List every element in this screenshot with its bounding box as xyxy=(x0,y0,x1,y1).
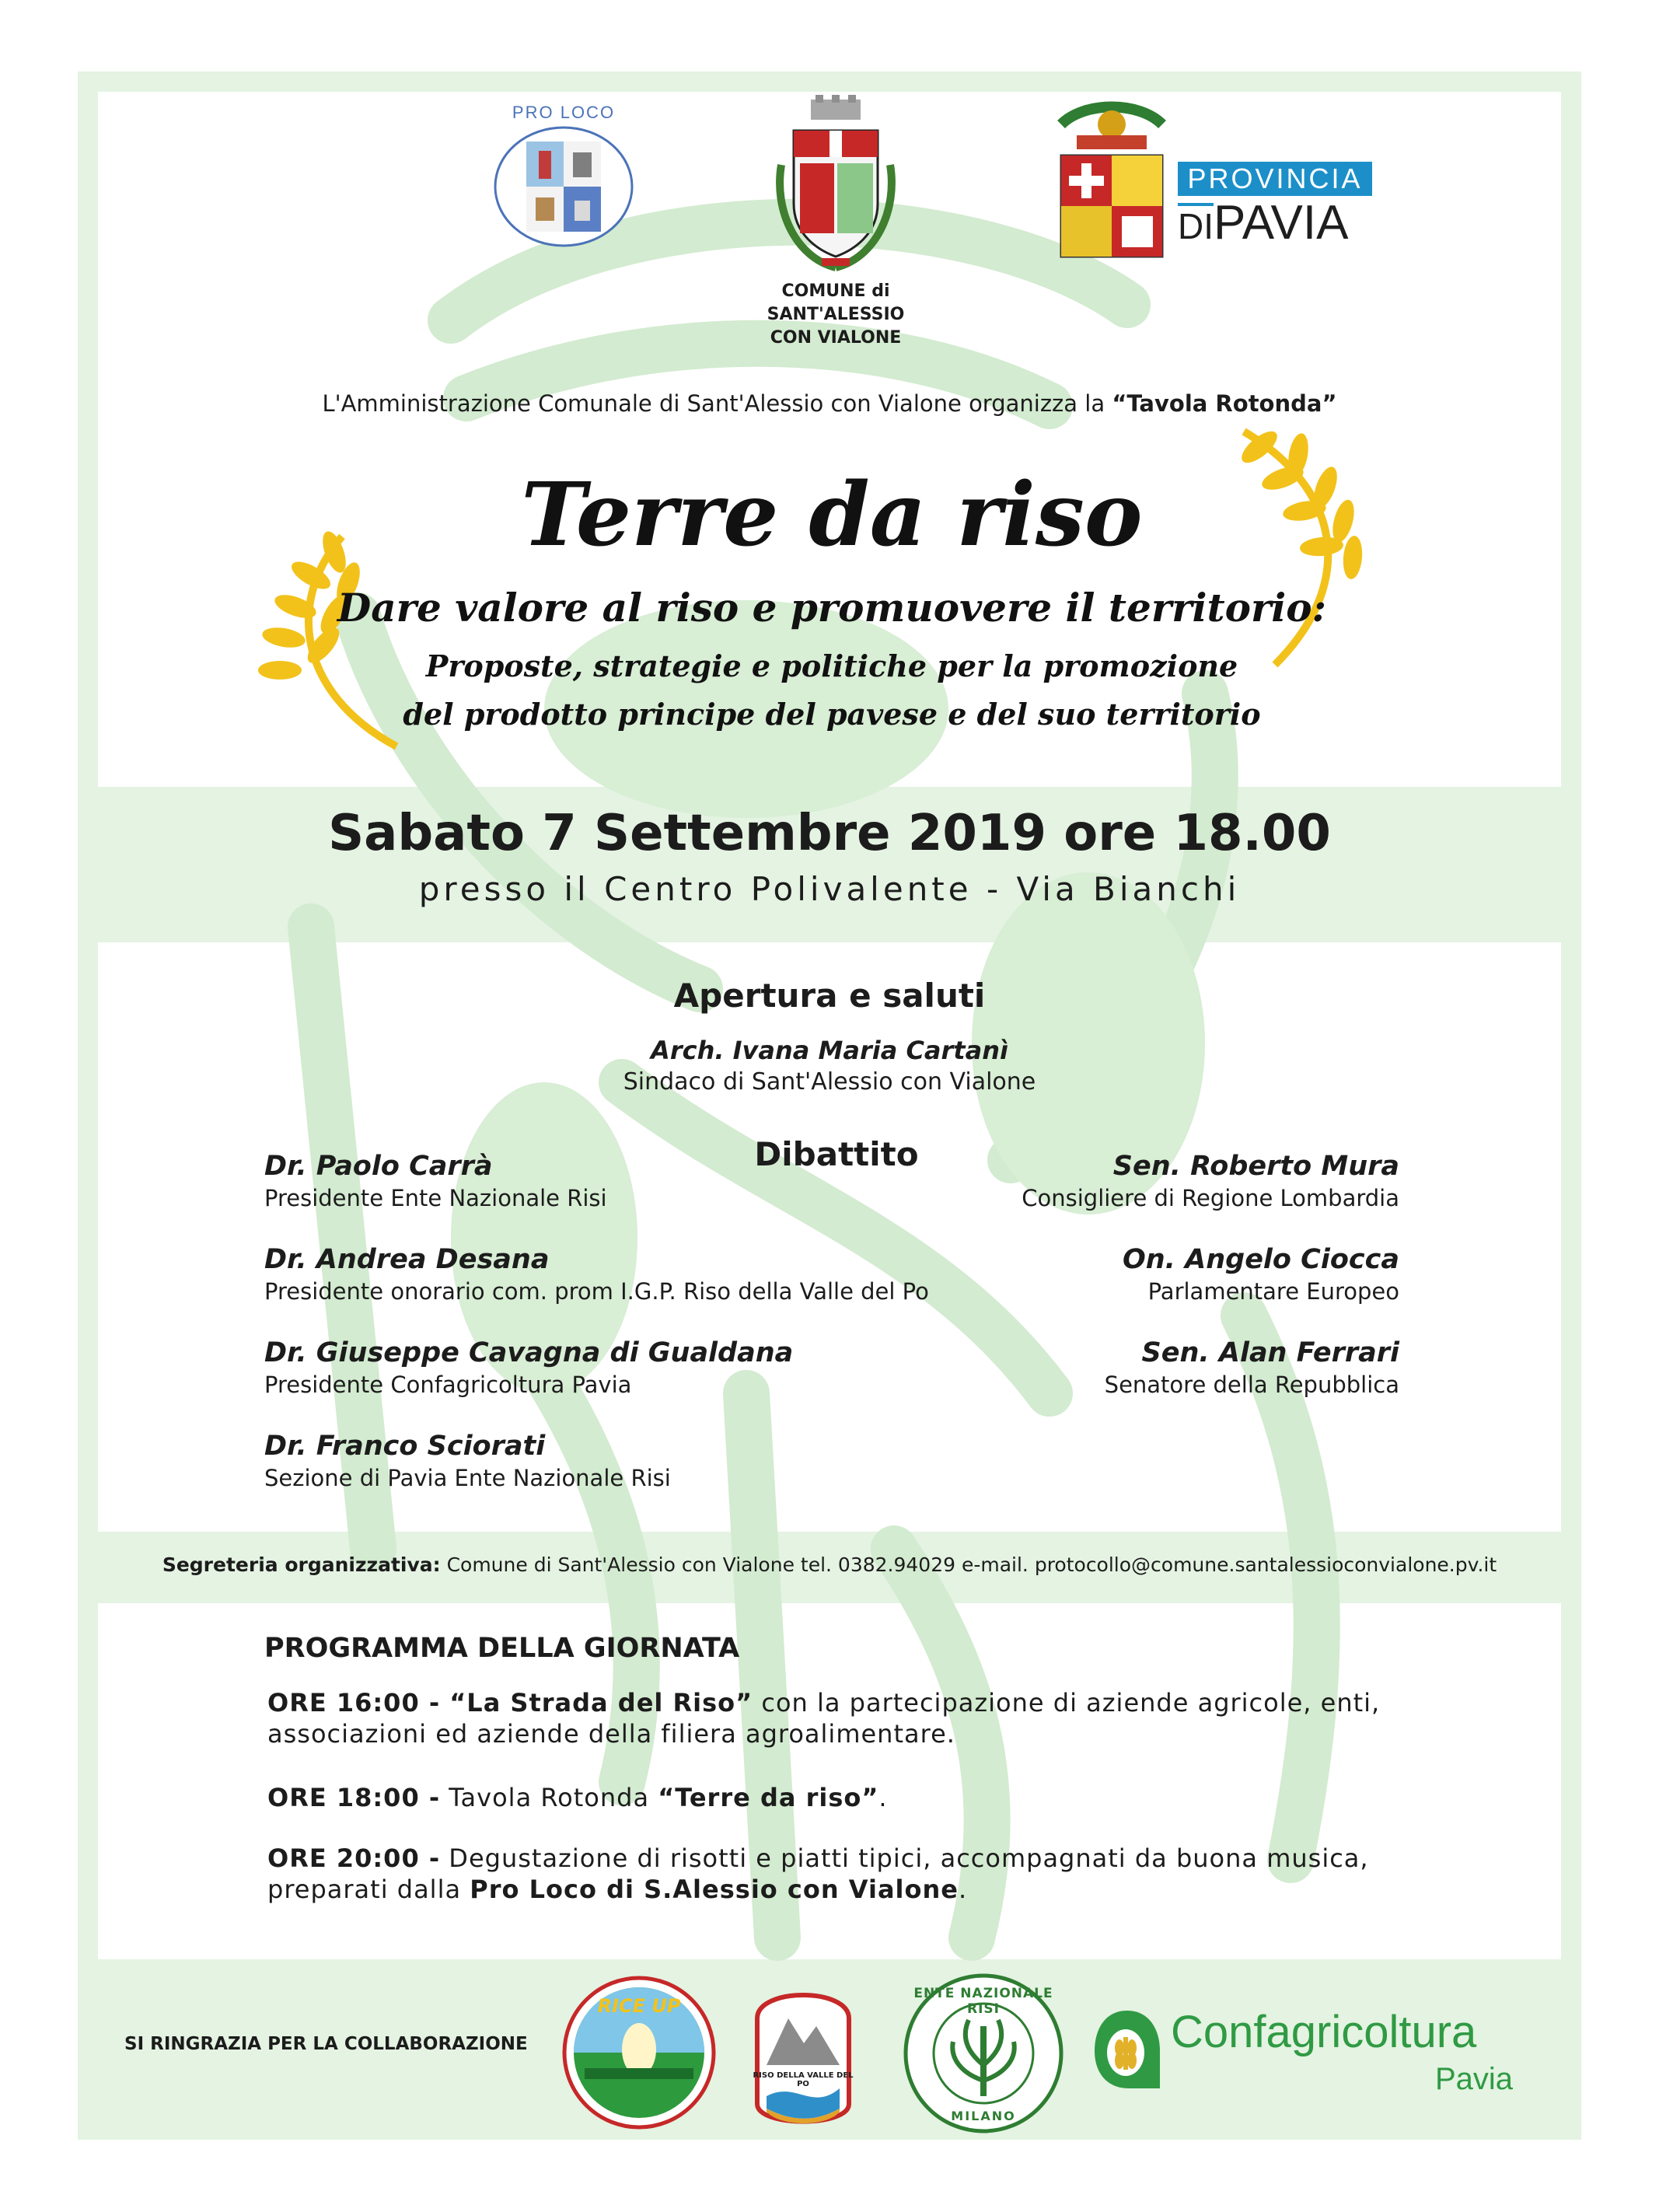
provincia-name-text: PAVIA xyxy=(1214,196,1349,250)
riso-valle-logo xyxy=(749,1972,857,2135)
segreteria-line xyxy=(98,1553,1561,1576)
provincia-top-text: PROVINCIA xyxy=(1187,162,1363,194)
intro-line xyxy=(98,390,1561,417)
background-illustration xyxy=(78,72,1581,2140)
speaker-role: Presidente onorario com. prom I.G.P. Riso della Valle del Po xyxy=(264,1278,929,1305)
ente-risi-logo xyxy=(902,1972,1065,2135)
program-text-pre: Degustazione di risotti e piatti tipici, accompagnati da buona musica, preparati dalla xyxy=(267,1843,1369,1904)
provincia-name xyxy=(1178,196,1348,253)
opening-name: Arch. Ivana Maria Cartanì xyxy=(651,1036,1008,1065)
riceup-text: RICE UP xyxy=(597,1995,681,2017)
speaker-entry xyxy=(264,1151,980,1244)
confagricoltura-logo xyxy=(1090,2003,1525,2112)
speaker-name: On. Angelo Ciocca xyxy=(1122,1244,1399,1275)
speaker-role: Senatore della Repubblica xyxy=(1104,1372,1399,1398)
proloco-logo xyxy=(486,103,641,243)
speaker-role: Presidente Ente Nazionale Risi xyxy=(264,1185,607,1211)
speaker-role: Parlamentare Europeo xyxy=(1147,1278,1399,1305)
comune-crest-icon xyxy=(766,95,906,274)
speaker-role: Presidente Confagricoltura Pavia xyxy=(264,1372,632,1398)
subtitle-line-1: Proposte, strategie e politiche per la promozione xyxy=(425,648,1238,683)
provincia-di-text: DI xyxy=(1178,203,1214,246)
program-heading: PROGRAMMA DELLA GIORNATA xyxy=(264,1633,740,1664)
speaker-name: Dr. Paolo Carrà xyxy=(264,1151,493,1182)
program-bold: “Terre da riso” xyxy=(658,1783,879,1812)
ente-risi-bottom-text: MILANO xyxy=(951,2109,1016,2123)
provincia-banner xyxy=(1178,162,1372,196)
speaker-role: Sezione di Pavia Ente Nazionale Risi xyxy=(264,1465,671,1491)
riso-valle-badge-icon xyxy=(749,1972,857,2135)
subtitle-line-2: del prodotto principe del pavese e del suo territorio xyxy=(403,697,1261,732)
program-time: ORE 20:00 - xyxy=(267,1843,441,1873)
speaker-entry xyxy=(264,1244,980,1337)
thanks-label: SI RINGRAZIA PER LA COLLABORAZIONE xyxy=(124,2034,528,2054)
event-date: Sabato 7 Settembre 2019 ore 18.00 xyxy=(328,805,1331,862)
debate-heading: Dibattito xyxy=(754,1135,919,1173)
speaker-entry xyxy=(902,1151,1399,1244)
riceup-logo xyxy=(561,1975,717,2130)
program-bold: “La Strada del Riso” xyxy=(440,1688,753,1718)
confagricoltura-text: Confagricoltura xyxy=(1171,2007,1477,2057)
speaker-role: Consigliere di Regione Lombardia xyxy=(1022,1185,1399,1211)
proloco-logo-text: PRO LOCO xyxy=(512,103,616,122)
proloco-crest-icon xyxy=(486,123,641,247)
event-subtitle: Dare valore al riso e promuovere il territorio: xyxy=(337,585,1327,631)
program-item xyxy=(267,1843,1402,1905)
riso-valle-text: RISO DELLA VALLE DEL PO xyxy=(753,2071,854,2088)
intro-highlight: “Tavola Rotonda” xyxy=(1112,390,1337,417)
event-location: presso il Centro Polivalente - Via Bianchi xyxy=(418,870,1241,908)
comune-logo xyxy=(766,95,906,359)
debate-left-list xyxy=(264,1151,980,1524)
segreteria-contacts: Comune di Sant'Alessio con Vialone tel. 0382.94029 e-mail. protocollo@comune.santalessioconvialone.pv.it xyxy=(440,1553,1497,1576)
event-title: Terre da riso xyxy=(521,464,1143,566)
opening-role: Sindaco di Sant'Alessio con Vialone xyxy=(623,1068,1036,1096)
speaker-name: Sen. Roberto Mura xyxy=(1112,1151,1399,1182)
program-item xyxy=(267,1782,1402,1813)
confagricoltura-mark-icon xyxy=(1090,2008,1165,2093)
speaker-entry xyxy=(902,1244,1399,1337)
event-subtitle-lines xyxy=(327,642,1337,739)
speaker-name: Dr. Franco Sciorati xyxy=(264,1431,546,1462)
speaker-name: Sen. Alan Ferrari xyxy=(1141,1337,1399,1368)
intro-text: L'Amministrazione Comunale di Sant'Alessio con Vialone organizza la xyxy=(322,390,1112,417)
comune-line-1: COMUNE di xyxy=(781,281,890,301)
program-text: con la partecipazione di aziende agricole, enti, associazioni ed aziende della filiera agroalimentare. xyxy=(267,1688,1381,1749)
program-time: ORE 16:00 - xyxy=(267,1688,441,1718)
provincia-logo xyxy=(1053,101,1380,264)
speaker-entry xyxy=(902,1337,1399,1431)
debate-right-list xyxy=(902,1151,1399,1431)
segreteria-label: Segreteria organizzativa: xyxy=(162,1553,441,1576)
program-time: ORE 18:00 - xyxy=(267,1783,441,1812)
program-text: . xyxy=(878,1783,888,1812)
opening-heading: Apertura e saluti xyxy=(673,977,986,1015)
speaker-entry xyxy=(264,1431,980,1524)
comune-line-2: SANT'ALESSIO xyxy=(767,305,905,324)
speaker-name: Dr. Giuseppe Cavagna di Gualdana xyxy=(264,1337,794,1368)
comune-line-3: CON VIALONE xyxy=(770,328,902,348)
program-bold: Pro Loco di S.Alessio con Vialone xyxy=(470,1875,959,1904)
program-text-pre: Tavola Rotonda xyxy=(440,1783,658,1812)
comune-name xyxy=(766,280,906,350)
program-text: . xyxy=(958,1875,968,1904)
confagricoltura-sub: Pavia xyxy=(1434,2062,1513,2096)
program-item xyxy=(267,1687,1402,1749)
speaker-name: Dr. Andrea Desana xyxy=(264,1244,550,1275)
ente-risi-top-text: ENTE NAZIONALE RISI xyxy=(913,1986,1053,2017)
provincia-crest-icon xyxy=(1053,101,1170,264)
speaker-entry xyxy=(264,1337,980,1431)
